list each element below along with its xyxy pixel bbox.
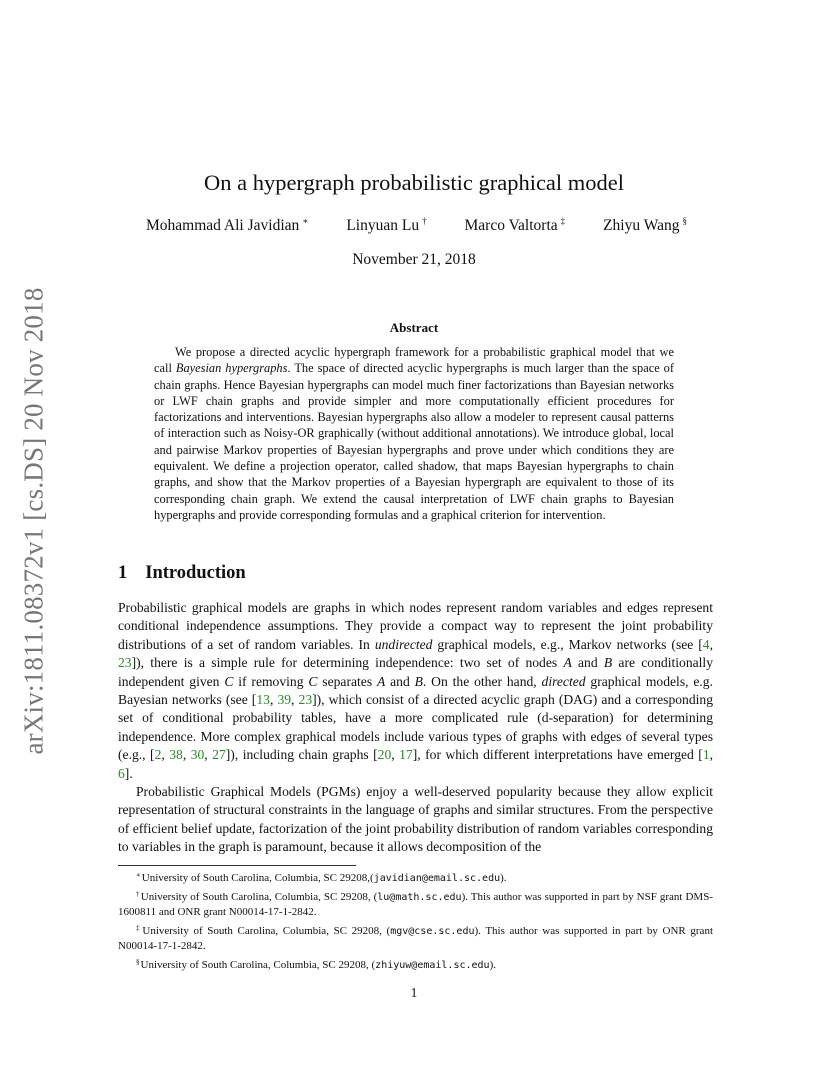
section-heading: 1 Introduction [118,563,246,583]
arxiv-sidebar [12,284,56,758]
author: Marco Valtorta ‡ [464,216,566,234]
footnote: ∗University of South Carolina, Columbia, SC 29208,(javidian@email.sc.edu). [136,871,507,884]
paragraph: Probabilistic Graphical Models (PGMs) enjoy a well-deserved popularity because they allow explicit representation of structural constraints in the language of graphs and similar structures. From the perspective of efficient belief update, factorization of the joint probability distribution of random variables corresponding to variables in the graph is paramount, because it allows decomposition of the [118,784,713,855]
abstract-heading: Abstract [389,320,439,335]
citation-link[interactable]: 30 [190,747,205,763]
paragraph: Probabilistic graphical models are graphs in which nodes represent random variables and edges represent conditional independence assumptions. They provide a compact way to represent the joint probability distributions of a set of random variables. In undirected graphical models, e.g., Markov networks (see [4, 23]), there is a simple rule for determining independence: two set of nodes A and B are conditionally independent given C if removing C separates A and B. On the other hand, directed graphical models, e.g. Bayesian networks (see [13, 39, 23]), which consist of a directed acyclic graph (DAG) and a corresponding set of conditional probability tables, have a more complicated rule (d-separation) for determining independence. More complex graphical models include various types of graphs with edges of several types (e.g., [2, 38, 30, 27]), including chain graphs [20, 17], for which different interpretations have emerged [1, 6]. [118,600,714,781]
citation-link[interactable]: 23 [298,692,313,708]
page-number: 1 [410,985,418,1000]
citation-link[interactable]: 2 [154,747,162,763]
paper-date: November 21, 2018 [352,251,476,268]
citation-link[interactable]: 13 [256,692,270,708]
author: Mohammad Ali Javidian ∗ [146,216,309,234]
footnote-mark[interactable]: § [682,216,687,226]
body-text [118,599,713,857]
author: Linyuan Lu † [346,216,427,234]
citation-link[interactable]: 27 [212,747,226,763]
author: Zhiyu Wang § [603,216,687,234]
paper-title: On a hypergraph probabilistic graphical model [203,170,625,195]
author-list [118,216,715,235]
footnote: §University of South Carolina, Columbia, SC 29208, (zhiyuw@email.sc.edu). [136,957,496,971]
citation-link[interactable]: 38 [169,747,183,763]
footnotes [118,868,713,974]
citation-link[interactable]: 23 [118,655,132,671]
footnote-mark[interactable]: † [422,216,427,226]
citation-link[interactable]: 17 [399,747,413,763]
citation-link[interactable]: 39 [277,692,292,708]
citation-link[interactable]: 20 [377,747,392,763]
email[interactable]: zhiyuw@email.sc.edu [375,959,490,971]
citation-link[interactable]: 6 [118,765,125,781]
email[interactable]: mgv@cse.sc.edu [390,925,475,937]
footnote-mark[interactable]: ‡ [560,216,566,226]
footnote-mark[interactable]: ∗ [302,216,309,226]
arxiv-identifier: arXiv:1811.08372v1 [cs.DS] 20 Nov 2018 [18,287,49,755]
citation-link[interactable]: 4 [702,636,710,652]
citation-link[interactable]: 1 [702,747,710,763]
footnote: †University of South Carolina, Columbia, SC 29208, (lu@math.sc.edu). This author was supported in part by NSF grant DMS-1600811 and ONR grant N00014-17-1-2842. [118,889,713,919]
email[interactable]: lu@math.sc.edu [377,891,462,903]
footnote: ‡University of South Carolina, Columbia, SC 29208, (mgv@cse.sc.edu). This author was supported in part by ONR grant N00014-17-1-2842. [118,923,713,953]
abstract-text: We propose a directed acyclic hypergraph framework for a probabilistic graphical model that we call Bayesian hypergraphs. The space of directed acyclic hypergraphs is much larger than the space of chain graphs. Hence Bayesian hypergraphs can model much finer factorizations than Bayesian networks or LWF chain graphs and provide simpler and more computationally efficient procedures for factorizations and interventions. Bayesian hypergraphs also allow a modeler to represent causal patterns of interaction such as Noisy-OR graphically (without additional annotations). We introduce global, local and pairwise Markov properties of Bayesian hypergraphs and prove under which conditions they are equivalent. We define a projection operator, called shadow, that maps Bayesian hypergraphs to chain graphs, and show that the Markov properties of a Bayesian hypergraph are equivalent to those of its corresponding chain graph. We extend the causal interpretation of LWF chain graphs to Bayesian hypergraphs and provide corresponding formulas and a graphical criterion for intervention. [154,345,675,522]
footnote-divider [118,865,356,866]
email[interactable]: javidian@email.sc.edu [373,873,501,884]
